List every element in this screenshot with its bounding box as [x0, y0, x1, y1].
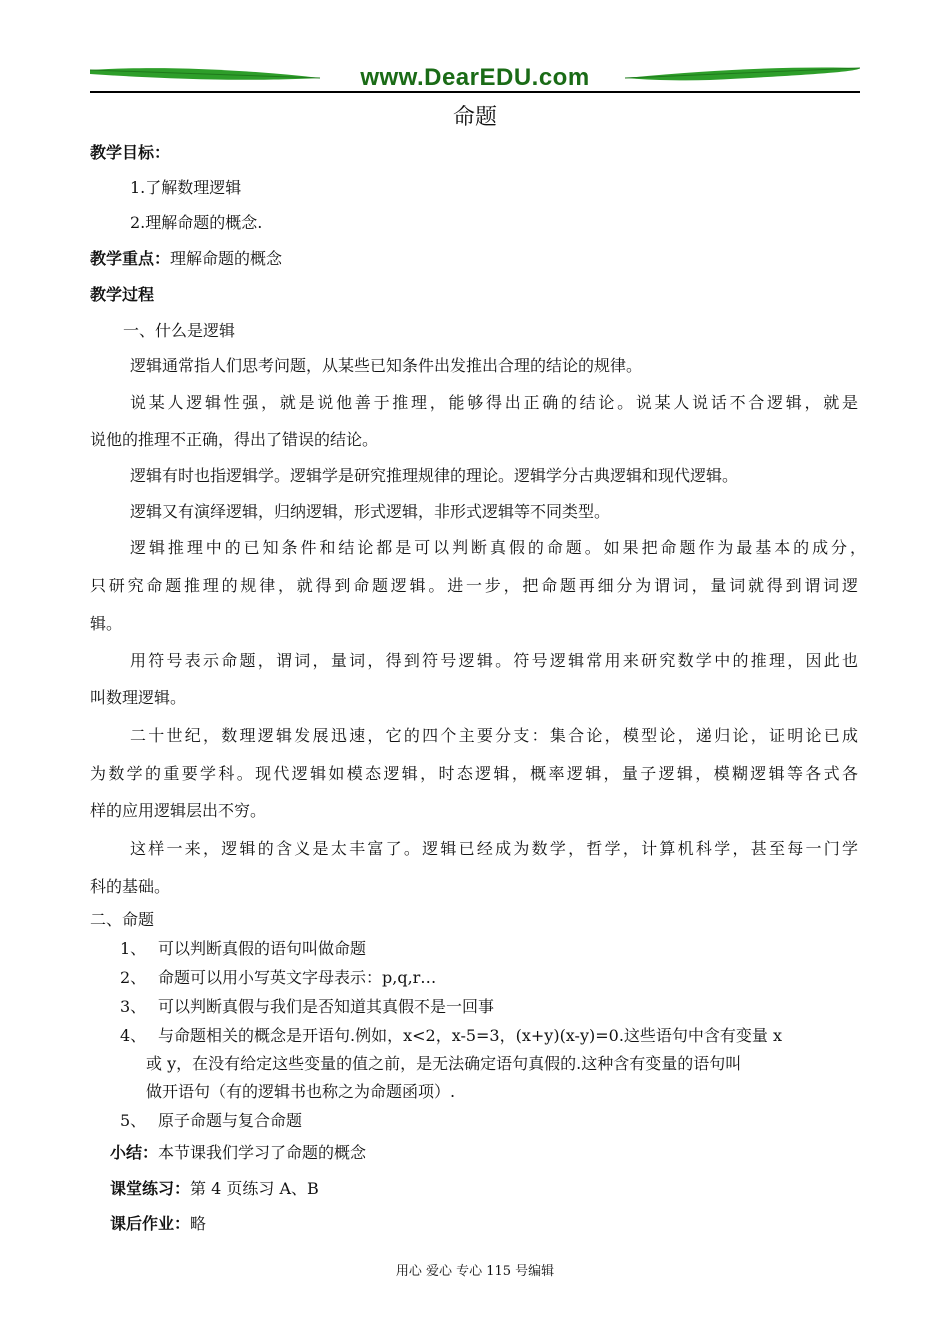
- paragraph-line: 逻辑推理中的已知条件和结论都是可以判断真假的命题。如果把命题作为最基本的成分，: [130, 538, 866, 557]
- site-logo-text: www.DearEDU.com: [360, 64, 590, 91]
- key-point-label: 教学重点：: [90, 249, 171, 268]
- list-item-number: 3、: [120, 997, 147, 1016]
- process-label: 教学过程: [90, 285, 155, 304]
- paragraph-line: 用符号表示命题，谓词，量词，得到符号逻辑。符号逻辑常用来研究数学中的推理，因此也: [130, 651, 858, 670]
- paragraph-line: 叫数理逻辑。: [90, 688, 187, 707]
- homework-label: 课后作业：: [110, 1214, 191, 1233]
- paragraph-line: 逻辑通常指人们思考问题，从某些已知条件出发推出合理的结论的规律。: [130, 356, 643, 375]
- practice-line: [110, 1181, 319, 1197]
- goals-label: 教学目标：: [90, 143, 171, 162]
- summary-label: 小结：: [110, 1143, 159, 1162]
- paragraph-line: 辑。: [90, 614, 123, 633]
- summary-text: 本节课我们学习了命题的概念: [158, 1143, 367, 1162]
- list-item-number: 5、: [120, 1111, 147, 1130]
- paragraph-line: 逻辑有时也指逻辑学。逻辑学是研究推理规律的理论。逻辑学分古典逻辑和现代逻辑。: [130, 466, 739, 485]
- list-item-number: 1、: [120, 939, 147, 958]
- page-footer: 用心 爱心 专心 115 号编辑: [395, 1264, 555, 1279]
- section-heading: 二、命题: [90, 910, 155, 929]
- list-item-text: 做开语句（有的逻辑书也称之为命题函项）.: [146, 1082, 456, 1101]
- header-rule: [90, 91, 860, 93]
- paragraph-line: 为数学的重要学科。现代逻辑如模态逻辑，时态逻辑，概率逻辑，量子逻辑，模糊逻辑等各式各: [90, 764, 858, 783]
- list-item-text: 可以判断真假的语句叫做命题: [158, 939, 367, 958]
- page-title: 命题: [452, 105, 497, 130]
- paragraph-line: 这样一来，逻辑的含义是太丰富了。逻辑已经成为数学，哲学，计算机科学，甚至每一门学: [130, 839, 858, 858]
- practice-text: 第 4 页练习 A、B: [190, 1179, 319, 1198]
- list-item-number: 2、: [120, 968, 147, 987]
- paragraph-line: 二十世纪，数理逻辑发展迅速，它的四个主要分支：集合论，模型论，递归论，证明论已成: [130, 726, 858, 745]
- key-point-text: 理解命题的概念: [170, 249, 283, 268]
- goal-item: 2.理解命题的概念.: [130, 213, 263, 232]
- homework-line: [110, 1216, 206, 1232]
- list-item-text: 可以判断真假与我们是否知道其真假不是一回事: [158, 997, 495, 1016]
- paragraph-line: 说某人逻辑性强，就是说他善于推理，能够得出正确的结论。说某人说话不合逻辑，就是: [130, 393, 858, 412]
- header-banner: [90, 62, 860, 94]
- homework-text: 略: [190, 1214, 207, 1233]
- goal-item: 1.了解数理逻辑: [130, 178, 242, 197]
- practice-label: 课堂练习：: [110, 1179, 191, 1198]
- list-item-text: 与命题相关的概念是开语句.例如，x<2，x-5=3，(x+y)(x-y)=0.这些语句中含有变量 x: [158, 1026, 783, 1045]
- paragraph-line: 样的应用逻辑层出不穷。: [90, 801, 267, 820]
- section-heading: 一、什么是逻辑: [123, 321, 236, 340]
- summary-line: [110, 1145, 366, 1161]
- paragraph-line: 只研究命题推理的规律，就得到命题逻辑。进一步，把命题再细分为谓词，量词就得到谓词逻: [90, 576, 858, 595]
- list-item-number: 4、: [120, 1026, 147, 1045]
- list-item-text: 原子命题与复合命题: [158, 1111, 303, 1130]
- list-item-text: 命题可以用小写英文字母表示：p,q,r…: [158, 968, 437, 987]
- paragraph-line: 说他的推理不正确，得出了错误的结论。: [90, 430, 379, 449]
- paragraph-line: 逻辑又有演绎逻辑，归纳逻辑，形式逻辑，非形式逻辑等不同类型。: [130, 502, 611, 521]
- list-item-text: 或 y，在没有给定这些变量的值之前，是无法确定语句真假的.这种含有变量的语句叫: [146, 1054, 742, 1073]
- key-point-line: [90, 251, 282, 267]
- paragraph-line: 科的基础。: [90, 877, 171, 896]
